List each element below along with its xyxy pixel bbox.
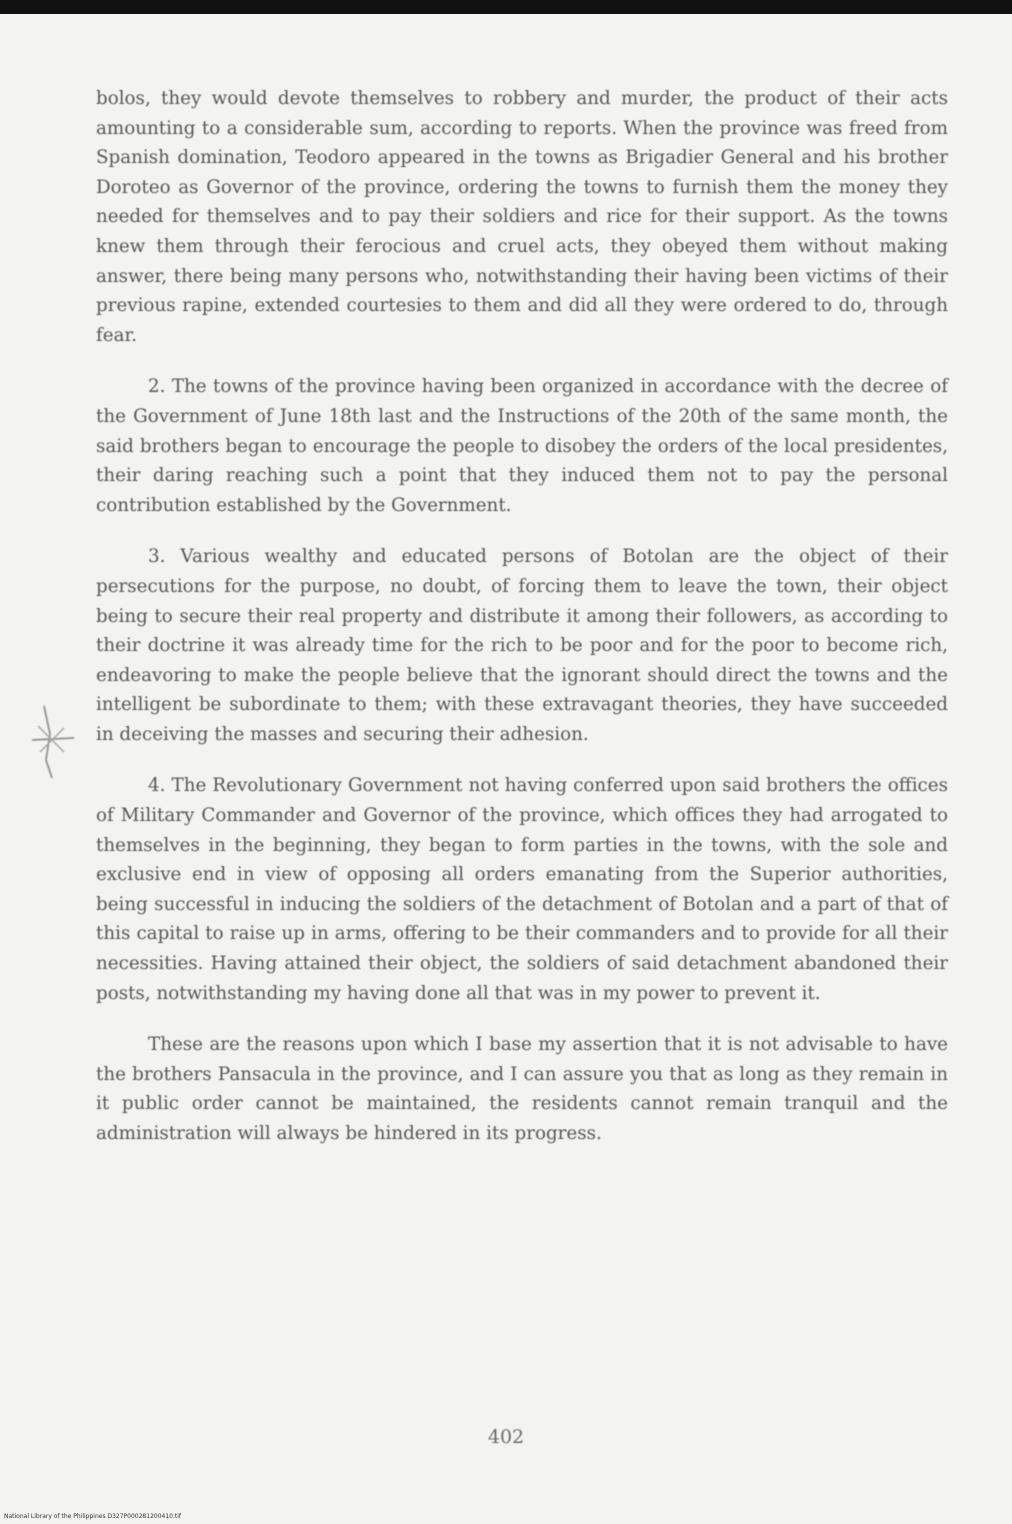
scan-credit: National Library of the Philippines D327P000281200410.tif [4, 1513, 182, 1520]
page-number: 402 [487, 1426, 525, 1448]
paragraph-conclusion: These are the reasons upon which I base my assertion that it is not advisable to have the brothers Pansacula in the province, and I can assure you that as long as they remain in it public order cannot be maintained, the residents cannot remain tranquil and the administration will always be hindered in its progress. [96, 1034, 948, 1144]
scan-border [0, 0, 1012, 14]
paragraph-2: 2. The towns of the province having been organized in accordance with the decree of the Government of June 18th last and the Instructions of the 20th of the same month, the said brothers began to encourage the people to disobey the orders of the local presidentes, their daring reaching such a point that they induced them not to pay the personal contribution established by the Government. [96, 376, 948, 516]
paragraph-3: 3. Various wealthy and educated persons of Botolan are the object of their persecutions for the purpose, no doubt, of forcing them to leave the town, their object being to secure their real property and distribute it among their followers, as according to their doctrine it was already time for the rich to be poor and for the poor to become rich, endeavoring to make the people believe that the ignorant should direct the towns and the intelligent be subordinate to them; with these extravagant theories, they have succeeded in deceiving the masses and securing their adhesion. [96, 546, 948, 745]
document-body [96, 84, 948, 1149]
margin-mark-icon [30, 700, 78, 780]
paragraph-4: 4. The Revolutionary Government not having conferred upon said brothers the offices of Military Commander and Governor of the province, which offices they had arrogated to themselves in the beginning, they began to form parties in the towns, with the sole and exclusive end in view of opposing all orders emanating from the Superior authorities, being successful in inducing the soldiers of the detachment of Botolan and a part of that of this capital to raise up in arms, offering to be their commanders and to provide for all their necessities. Having attained their object, the soldiers of said detachment abandoned their posts, notwithstanding my having done all that was in my power to prevent it. [96, 775, 948, 1004]
paragraph-continuation: bolos, they would devote themselves to robbery and murder, the product of their acts amounting to a considerable sum, according to reports. When the province was freed from Spanish domination, Teodoro appeared in the towns as Brigadier General and his brother Doroteo as Governor of the province, ordering the towns to furnish them the money they needed for themselves and to pay their soldiers and rice for their support. As the towns knew them through their ferocious and cruel acts, they obeyed them without making answer, there being many persons who, notwithstanding their having been victims of their previous rapine, extended courtesies to them and did all they were ordered to do, through fear. [96, 88, 948, 346]
